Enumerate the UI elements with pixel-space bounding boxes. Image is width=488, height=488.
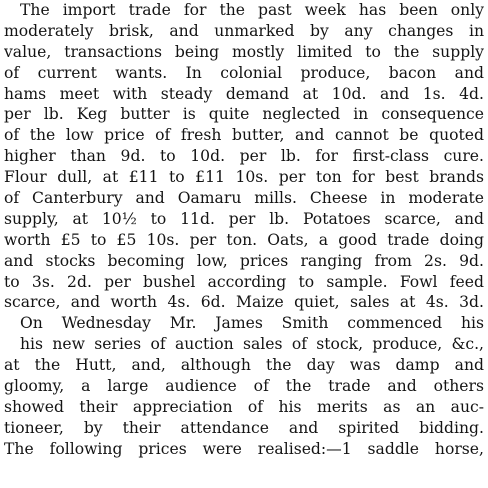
text-line: tioneer, by their attendance and spirited bidding. — [4, 418, 484, 437]
text-line: On Wednesday Mr. James Smith commenced his — [20, 314, 484, 333]
text-line: of current wants. In colonial produce, bacon and — [4, 63, 484, 82]
text-line: Flour dull, at £11 to £11 10s. per ton for best brands — [4, 168, 484, 187]
text-line: per lb. Keg butter is quite neglected in consequence — [4, 105, 484, 124]
text-line: The import trade for the past week has been only — [20, 1, 484, 19]
text-line: of Canterbury and Oamaru mills. Cheese in moderate — [4, 189, 484, 208]
text-line: moderately brisk, and unmarked by any changes in — [4, 21, 484, 40]
text-line: supply, at 10½ to 11d. per lb. Potatoes scarce, and — [4, 209, 484, 228]
text-line: higher than 9d. to 10d. per lb. for first-class cure. — [4, 147, 484, 166]
text-line: hams meet with steady demand at 10d. and 1s. 4d. — [4, 84, 484, 103]
text-line: his new series of auction sales of stock, produce, &c., — [20, 335, 484, 354]
text-line: to 3s. 2d. per bushel according to sample. Fowl feed — [4, 272, 484, 291]
text-line: scarce, and worth 4s. 6d. Maize quiet, sales at 4s. 3d. — [4, 293, 484, 312]
text-line: at the Hutt, and, although the day was damp and — [4, 356, 484, 375]
text-line: of the low price of fresh butter, and cannot be quoted — [4, 126, 484, 145]
text-line: The following prices were realised:—1 saddle horse, — [4, 439, 484, 458]
text-line: value, transactions being mostly limited to the supply — [4, 42, 484, 61]
text-line: worth £5 to £5 10s. per ton. Oats, a good trade doing — [4, 230, 484, 249]
text-line: and stocks becoming low, prices ranging from 2s. 9d. — [4, 251, 484, 270]
text-line: showed their appreciation of his merits as an auc- — [4, 397, 484, 416]
text-line: gloomy, a large audience of the trade and others — [4, 377, 484, 396]
